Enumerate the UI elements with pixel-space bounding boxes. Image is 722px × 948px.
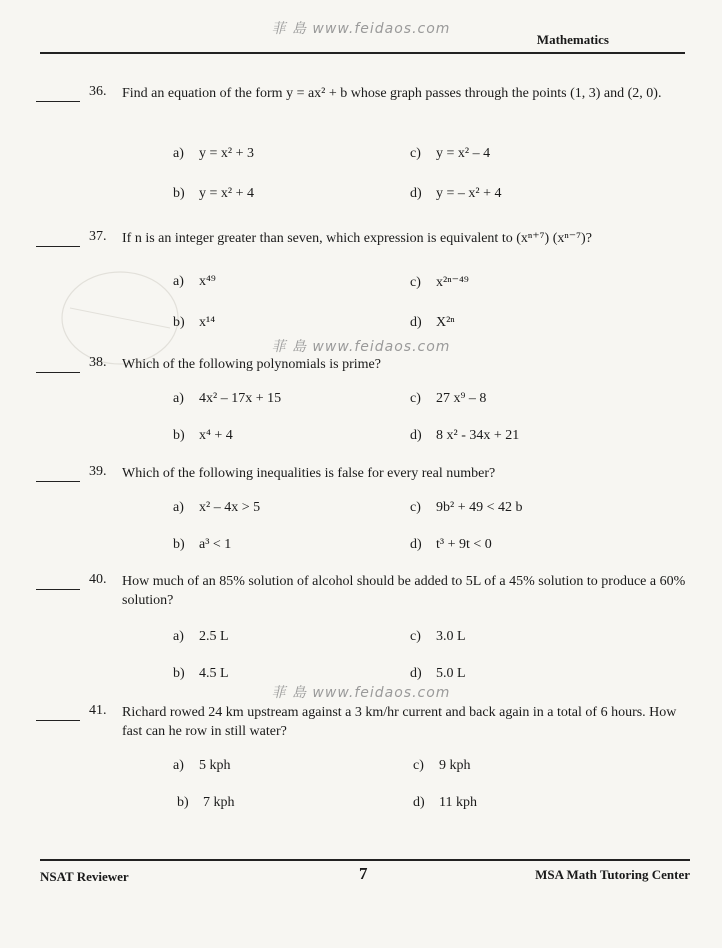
question-text: Which of the following inequalities is false for every real number?: [122, 466, 496, 481]
option-c[interactable]: [413, 758, 471, 774]
option-text: y = – x² + 4: [436, 186, 502, 201]
option-d[interactable]: [410, 315, 455, 331]
option-d[interactable]: [410, 186, 502, 202]
option-label: b): [177, 795, 189, 810]
option-c[interactable]: [410, 146, 490, 162]
option-text: 5.0 L: [436, 666, 466, 681]
option-label: a): [173, 500, 184, 515]
option-a[interactable]: [173, 500, 260, 516]
question-number: 36.: [89, 84, 107, 99]
option-text: x¹⁴: [199, 315, 216, 330]
option-label: b): [173, 428, 185, 443]
option-text: 11 kph: [439, 795, 477, 810]
option-b[interactable]: [173, 428, 233, 444]
question-text: Find an equation of the form y = ax² + b whose graph passes through the points (1, 3) and (2, 0).: [122, 86, 662, 101]
show-through-circle: [60, 268, 180, 368]
option-c[interactable]: [410, 274, 469, 291]
option-label: d): [413, 795, 425, 810]
option-text: y = x² + 4: [199, 186, 254, 201]
option-text: a³ < 1: [199, 537, 232, 552]
option-c[interactable]: [410, 629, 466, 645]
option-c[interactable]: [410, 500, 523, 516]
option-label: c): [410, 500, 421, 515]
option-label: a): [173, 629, 184, 644]
option-text: 8 x² - 34x + 21: [436, 428, 520, 443]
option-text: t³ + 9t < 0: [436, 537, 492, 552]
option-label: c): [410, 275, 421, 290]
answer-blank[interactable]: [36, 589, 80, 590]
option-d[interactable]: [410, 537, 492, 553]
question-number: 37.: [89, 229, 107, 244]
option-text: y = x² – 4: [436, 146, 491, 161]
option-d[interactable]: [413, 795, 477, 811]
option-a[interactable]: [173, 146, 254, 162]
option-label: c): [413, 758, 424, 773]
question-text: Richard rowed 24 km upstream against a 3 km/hr current and back again in a total of 6 hours. How fast can he row in still water?: [122, 705, 677, 739]
option-a[interactable]: [173, 391, 281, 407]
option-text: 3.0 L: [436, 629, 466, 644]
option-b[interactable]: [173, 315, 215, 331]
subject-header: Mathematics: [536, 32, 609, 47]
option-text: x⁴⁹: [199, 274, 216, 289]
option-label: d): [410, 666, 422, 681]
question-text: Which of the following polynomials is prime?: [122, 357, 381, 372]
option-text: 27 x⁹ – 8: [436, 391, 487, 406]
option-label: d): [410, 186, 422, 201]
footer-publisher: MSA Math Tutoring Center: [535, 867, 690, 882]
option-text: 5 kph: [199, 758, 231, 773]
option-c[interactable]: [410, 391, 486, 407]
option-label: a): [173, 274, 184, 289]
question-number: 41.: [89, 703, 107, 718]
footer-rule: [40, 859, 690, 861]
option-label: a): [173, 391, 184, 406]
option-a[interactable]: [173, 274, 216, 290]
option-d[interactable]: [410, 428, 519, 444]
option-b[interactable]: [173, 186, 254, 202]
watermark-middle: 菲 島 www.feidaos.com: [271, 339, 451, 355]
option-text: y = x² + 3: [199, 146, 254, 161]
option-label: b): [173, 315, 185, 330]
option-label: d): [410, 537, 422, 552]
option-label: c): [410, 146, 421, 161]
option-label: d): [410, 315, 422, 330]
watermark-top: 菲 島 www.feidaos.com: [271, 21, 451, 37]
page-number: 7: [359, 864, 368, 883]
option-label: b): [173, 666, 185, 681]
option-text: 9 kph: [439, 758, 471, 773]
option-text: X²ⁿ: [436, 315, 455, 330]
option-text: 9b² + 49 < 42 b: [436, 500, 523, 515]
option-text: x² – 4x > 5: [199, 500, 261, 515]
option-label: a): [173, 758, 184, 773]
option-text: x²ⁿ⁻⁴⁹: [436, 275, 469, 290]
option-text: 4.5 L: [199, 666, 229, 681]
question-text: If n is an integer greater than seven, which expression is equivalent to (xⁿ⁺⁷) (xⁿ⁻⁷)?: [122, 231, 592, 246]
option-d[interactable]: [410, 666, 466, 682]
question-number: 39.: [89, 464, 107, 479]
answer-blank[interactable]: [36, 101, 80, 102]
option-label: b): [173, 186, 185, 201]
option-b[interactable]: [173, 666, 229, 682]
option-text: 4x² – 17x + 15: [199, 391, 282, 406]
answer-blank[interactable]: [36, 246, 80, 247]
option-label: d): [410, 428, 422, 443]
option-label: c): [410, 391, 421, 406]
answer-blank[interactable]: [36, 720, 80, 721]
answer-blank[interactable]: [36, 481, 80, 482]
option-a[interactable]: [173, 629, 229, 645]
option-a[interactable]: [173, 758, 231, 774]
option-label: a): [173, 146, 184, 161]
footer-title: NSAT Reviewer: [40, 869, 129, 884]
question-number: 38.: [89, 355, 107, 370]
option-text: 2.5 L: [199, 629, 229, 644]
option-b[interactable]: [177, 795, 235, 811]
option-b[interactable]: [173, 537, 231, 553]
watermark-bottom: 菲 島 www.feidaos.com: [271, 685, 451, 701]
answer-blank[interactable]: [36, 372, 80, 373]
option-text: 7 kph: [203, 795, 235, 810]
option-label: c): [410, 629, 421, 644]
question-text: How much of an 85% solution of alcohol should be added to 5L of a 45% solution to produce a 60% solution?: [122, 574, 686, 608]
question-number: 40.: [89, 572, 107, 587]
header-rule: [40, 52, 685, 54]
option-label: b): [173, 537, 185, 552]
option-text: x⁴ + 4: [199, 428, 233, 443]
